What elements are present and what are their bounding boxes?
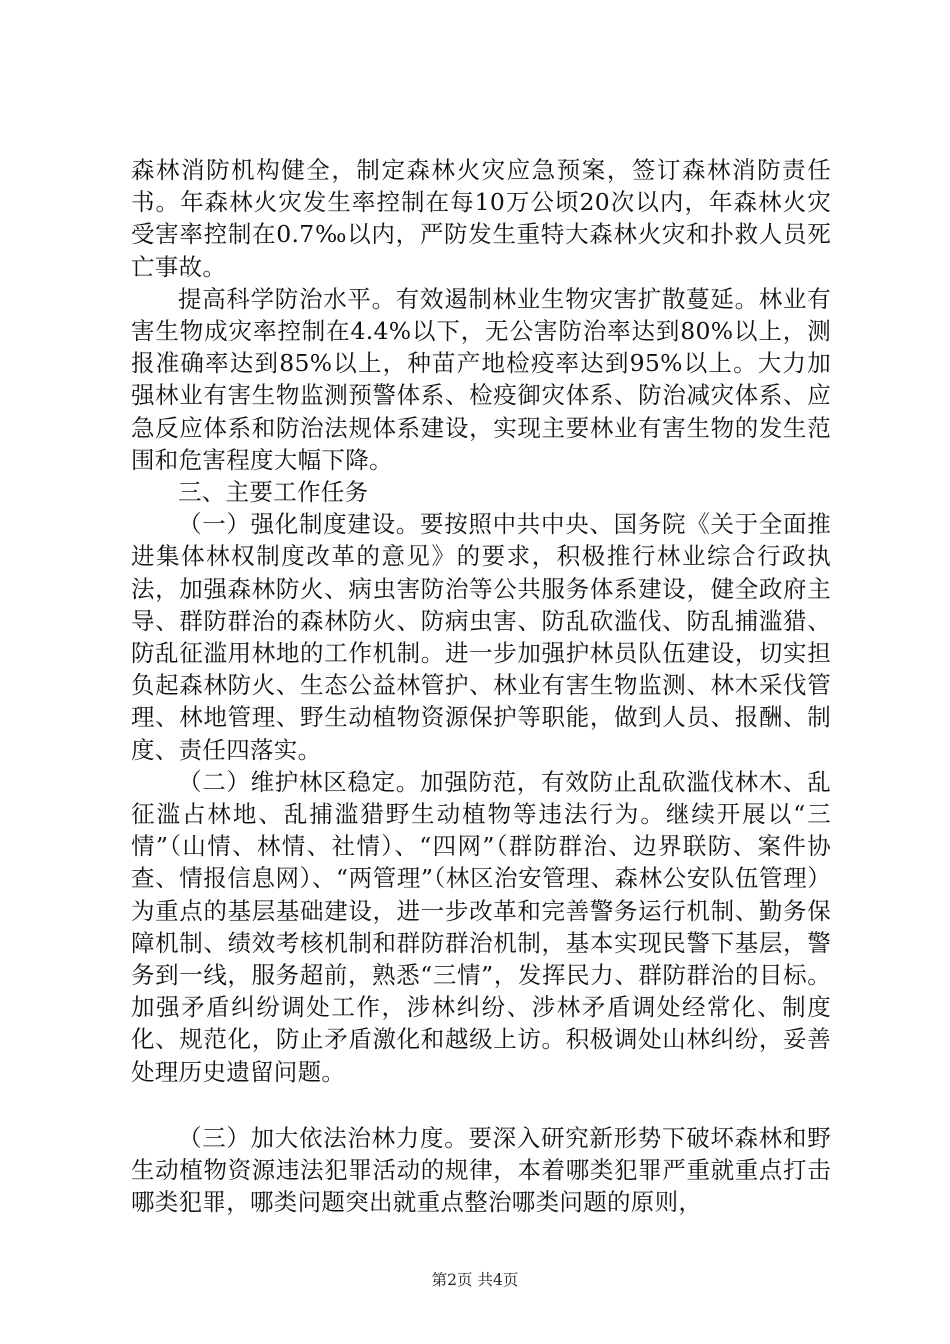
paragraph-system-building: （一）强化制度建设。要按照中共中央、国务院《关于全面推进集体林权制度改革的意见》的要求，积极推行林业综合行政执法，加强森林防火、病虫害防治等公共服务体系建设，健全政府主导、群防群治的森林防火、防病虫害、防乱砍滥伐、防乱捕滥猎、防乱征滥用林地的工作机制。进一步加强护林员队伍建设，切实担负起森林防火、生态公益林管护、林业有害生物监测、林木采伐管理、林地管理、野生动植物资源保护等职能，做到人员、报酬、制度、责任四落实。	[131, 510, 831, 764]
paragraph-forest-stability: （二）维护林区稳定。加强防范，有效防止乱砍滥伐林木、乱征滥占林地、乱捕滥猎野生动植物等违法行为。继续开展以“三情”（山情、林情、社情）、“四网”（群防群治、边界联防、案件协查、情报信息网）、“两管理”（林区治安管理、森林公安队伍管理）为重点的基层基础建设，进一步改革和完善警务运行机制、勤务保障机制、绩效考核机制和群防群治机制，基本实现民警下基层，警务到一线，服务超前，熟悉“三情”，发挥民力、群防群治的目标。加强矛盾纠纷调处工作，涉林纠纷、涉林矛盾调处经常化、制度化、规范化，防止矛盾激化和越级上访。积极调处山林纠纷，妥善处理历史遗留问题。	[131, 767, 831, 1086]
section-heading-main-tasks: 三、主要工作任务	[178, 478, 369, 507]
paragraph-pest-control: 提高科学防治水平。有效遏制林业生物灾害扩散蔓延。林业有害生物成灾率控制在4.4%以下，无公害防治率达到80%以上，测报准确率达到85%以上，种苗产地检疫率达到95%以上。大力加强林业有害生物监测预警体系、检疫御灾体系、防治减灾体系、应急反应体系和防治法规体系建设，实现主要林业有害生物的发生范围和危害程度大幅下降。	[131, 284, 831, 474]
page-number-footer: 第2页 共4页	[431, 1271, 519, 1289]
paragraph-fire-prevention: 森林消防机构健全，制定森林火灾应急预案，签订森林消防责任书。年森林火灾发生率控制在每10万公顷20次以内，年森林火灾受害率控制在0.7‰以内，严防发生重特大森林火灾和扑救人员死亡事故。	[131, 156, 831, 281]
document-body	[131, 154, 831, 1219]
paragraph-law-enforcement: （三）加大依法治林力度。要深入研究新形势下破坏森林和野生动植物资源违法犯罪活动的规律，本着哪类犯罪严重就重点打击哪类犯罪，哪类问题突出就重点整治哪类问题的原则，	[131, 1123, 831, 1217]
